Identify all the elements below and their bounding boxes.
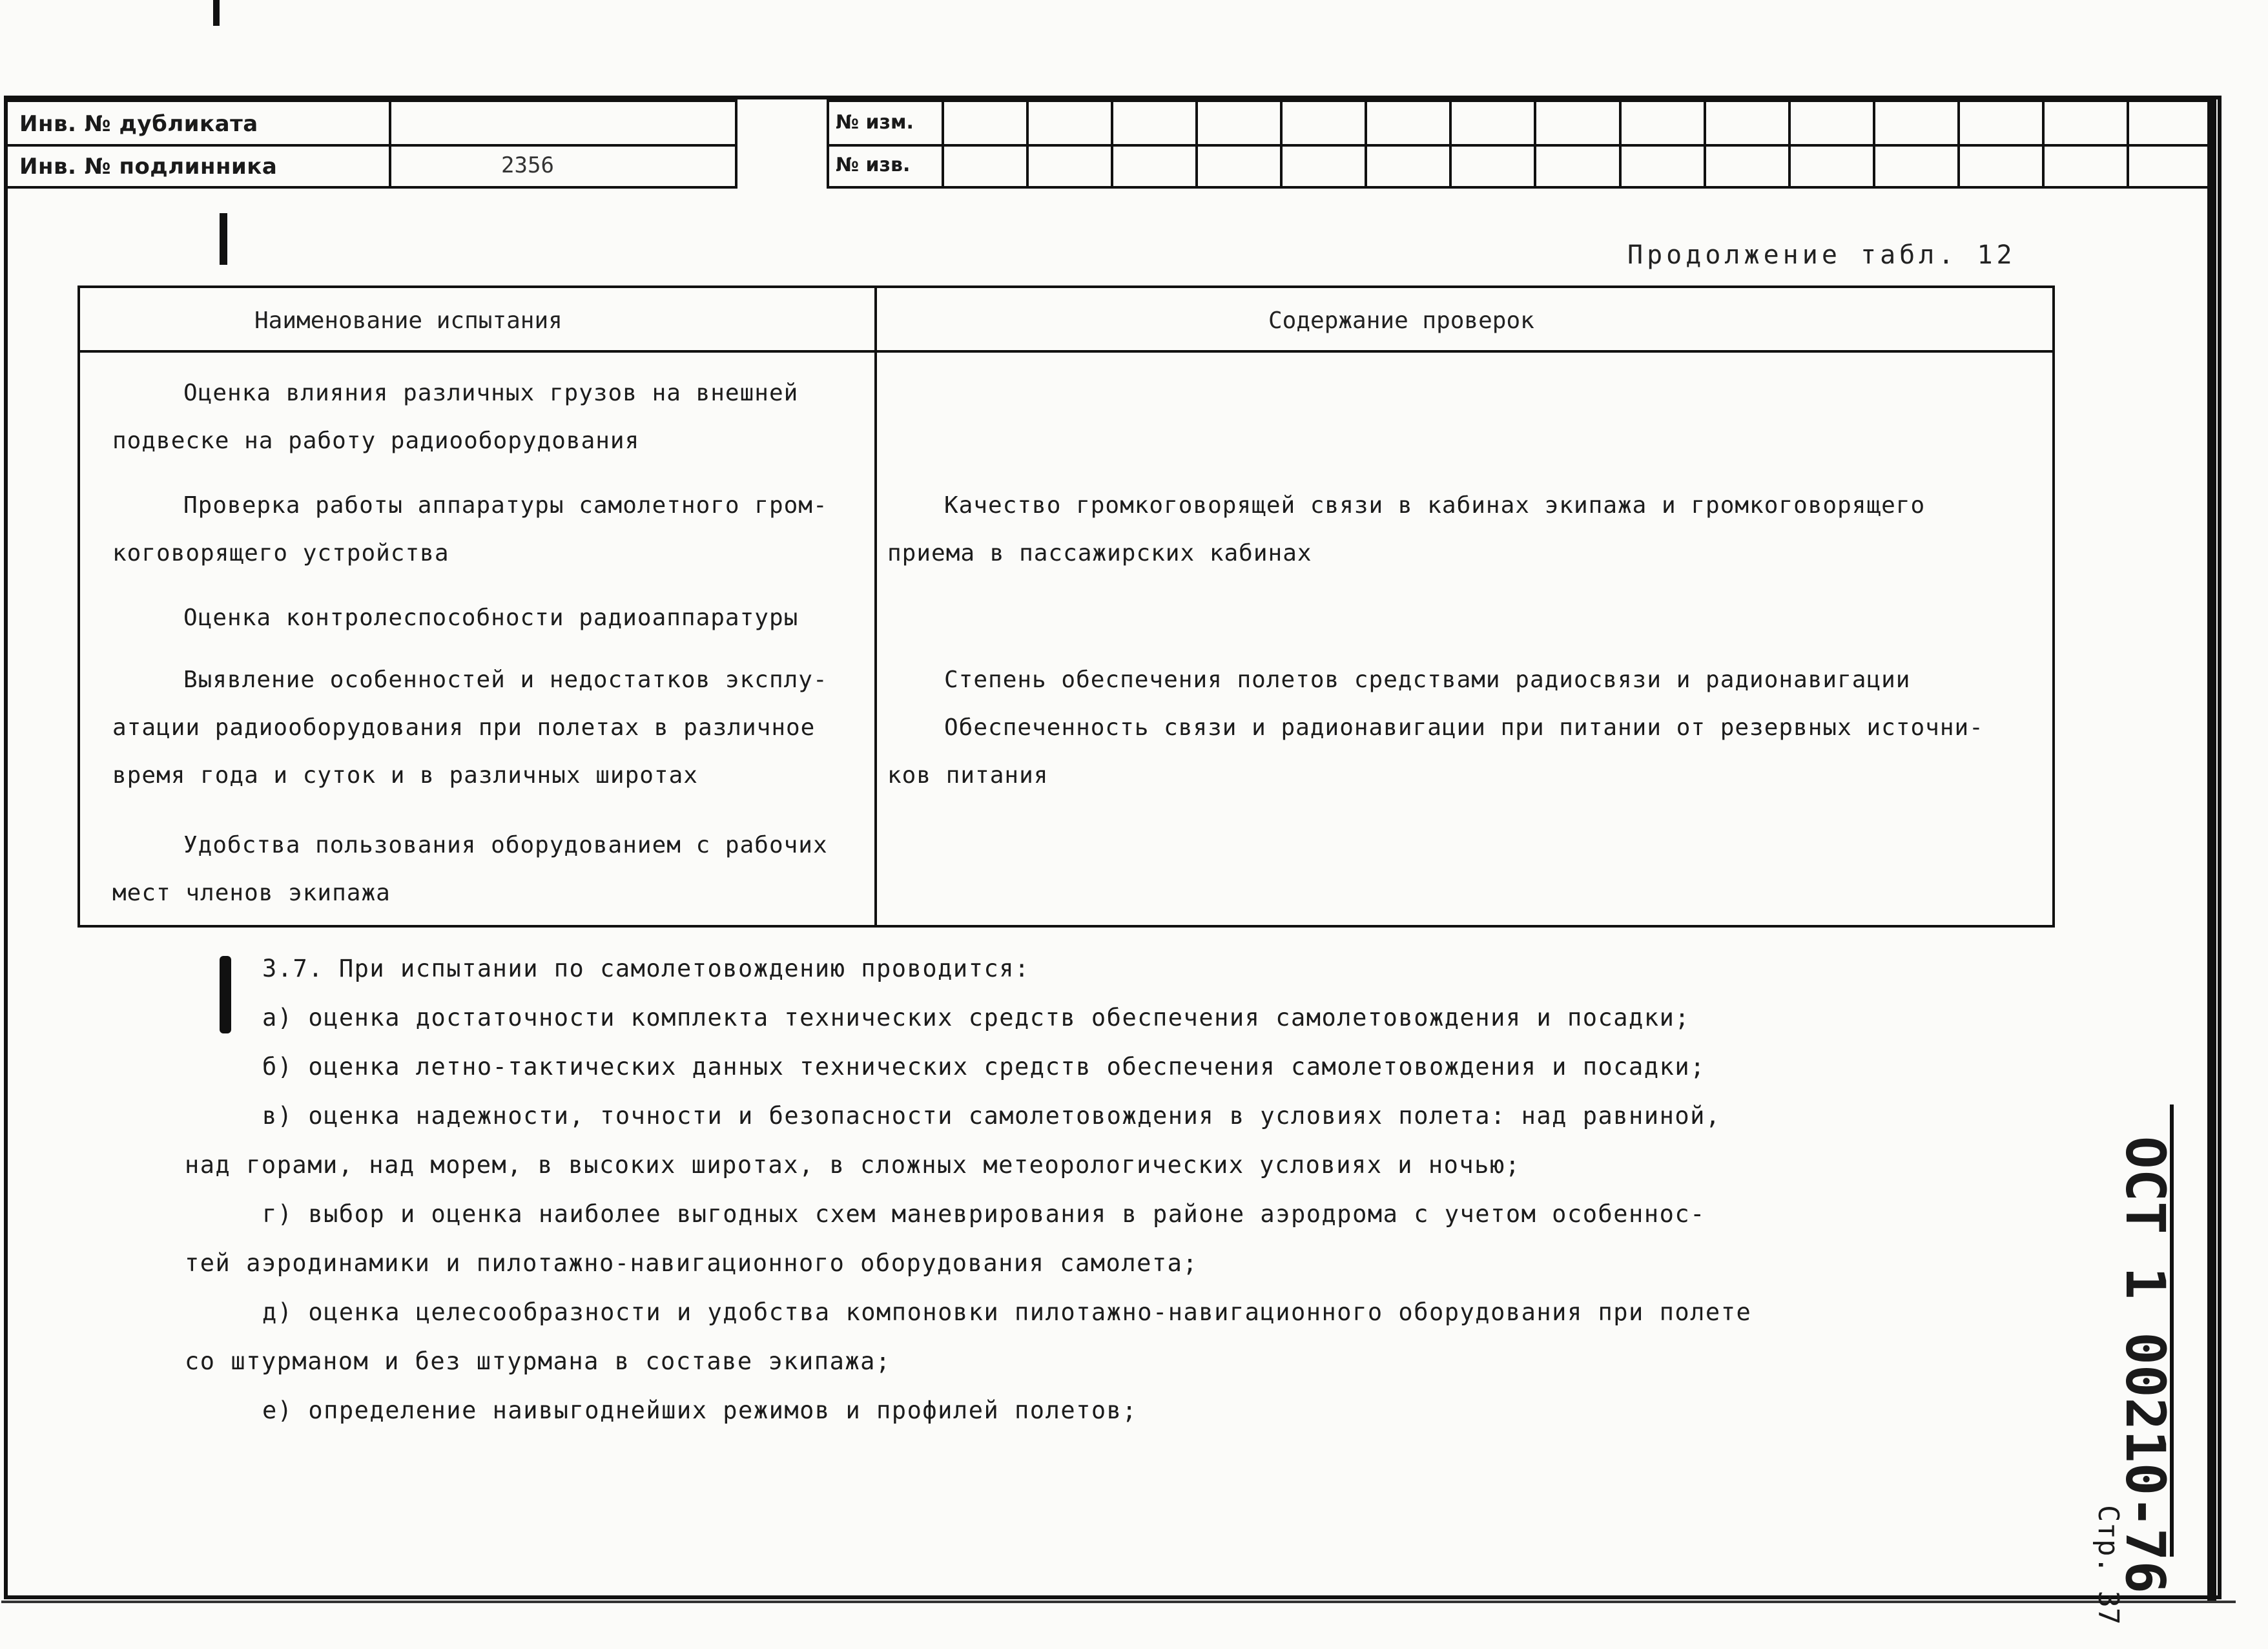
stamp-cell (1367, 145, 1452, 187)
stamp-cell (1283, 145, 1367, 187)
section-item-e: е) определение наивыгоднейших режимов и профилей полетов; (262, 1396, 1138, 1424)
frame-bottom-edge (1, 1601, 2236, 1603)
duplicate-inventory-label: Инв. № дубликата (6, 102, 391, 144)
stamp-cell (1622, 102, 1706, 144)
stamp-cell (1791, 145, 1875, 187)
table-cell-text: Обеспеченность связи и радионавигации при питании от резервных источни- (944, 714, 1984, 741)
table-cell-text: Проверка работы аппаратуры самолетного гром- (183, 492, 828, 519)
section-intro: 3.7. При испытании по самолетовождению проводится: (262, 955, 1030, 982)
stamp-cell (1029, 145, 1113, 187)
stamp-cell (1706, 102, 1791, 144)
original-inventory-value: 2356 (501, 152, 554, 178)
document-code-block (2092, 1111, 2177, 1625)
tests-table (77, 285, 2055, 928)
column-header-test-name: Наименование испытания (254, 307, 562, 334)
original-inventory-label: Инв. № подлинника (6, 145, 391, 187)
change-log-stamp (827, 99, 2214, 189)
section-item-d-cont: со штурманом и без штурмана в составе экипажа; (185, 1347, 891, 1375)
table-cell-text: Выявление особенностей и недостатков эксплу- (183, 667, 828, 693)
header-divider (80, 350, 2052, 353)
table-cell-text: ков питания (887, 762, 1049, 789)
stamp-cell (1283, 102, 1367, 144)
table-cell-text: Оценка контролеспособности радиоаппаратуры (183, 605, 799, 631)
change-number-label: № изм. (829, 102, 944, 144)
stamp-cell (1536, 102, 1621, 144)
column-divider (874, 288, 877, 925)
stamp-cell (1536, 145, 1621, 187)
table-cell-text: приема в пассажирских кабинах (887, 540, 1312, 566)
table-cell-text: подвеске на работу радиооборудования (112, 428, 640, 454)
binder-mark (220, 213, 227, 265)
table-cell-text: атации радиооборудования при полетах в различное (112, 714, 816, 741)
table-cell-text: Оценка влияния различных грузов на внешней (183, 380, 799, 406)
stamp-cell (2129, 145, 2211, 187)
table-cell-text: Качество громкоговорящей связи в кабинах экипажа и громкоговорящего (944, 492, 1926, 519)
page-number: Стр. 37 (2092, 1505, 2125, 1625)
table-cell-text: коговорящего устройства (112, 540, 449, 566)
notice-number-label: № изв. (829, 145, 944, 187)
stamp-cell (1198, 102, 1283, 144)
binder-mark (213, 0, 220, 26)
stamp-cell (1622, 145, 1706, 187)
section-item-g-cont: тей аэродинамики и пилотажно-навигационного оборудования самолета; (185, 1249, 1199, 1277)
stamp-cell (1875, 145, 1960, 187)
binder-mark (220, 956, 231, 1033)
stamp-cell (1960, 145, 2045, 187)
table-cell-text: мест членов экипажа (112, 880, 391, 906)
document-code: ОСТ 1 00210-76 (2114, 1136, 2177, 1594)
table-cell-text: время года и суток и в различных широтах (112, 762, 698, 789)
table-continuation-label: Продолжение табл. 12 (1627, 240, 2016, 270)
stamp-cell (2045, 145, 2129, 187)
section-item-d: д) оценка целесообразности и удобства компоновки пилотажно-навигационного оборудования при полете (262, 1298, 1752, 1326)
stamp-cell (944, 102, 1029, 144)
duplicate-inventory-value (391, 102, 735, 144)
stamp-cell (1113, 145, 1198, 187)
stamp-cell (2129, 102, 2211, 144)
table-cell-text: Удобства пользования оборудованием с рабочих (183, 832, 828, 858)
stamp-cell (1367, 102, 1452, 144)
stamp-cell (1113, 102, 1198, 144)
stamp-cell (1706, 145, 1791, 187)
column-header-checks: Содержание проверок (1268, 307, 1534, 334)
stamp-cell (1198, 145, 1283, 187)
section-item-g: г) выбор и оценка наиболее выгодных схем маневрирования в районе аэродрома с учетом особеннос- (262, 1200, 1706, 1228)
section-item-v-cont: над горами, над морем, в высоких широтах, в сложных метеорологических условиях и ночью; (185, 1151, 1521, 1179)
stamp-cell (1791, 102, 1875, 144)
inventory-stamp (4, 99, 737, 189)
section-item-v: в) оценка надежности, точности и безопасности самолетовождения в условиях полета: над равниной, (262, 1102, 1721, 1130)
stamp-cell (1960, 102, 2045, 144)
frame-right-edge (2207, 96, 2216, 1601)
stamp-cell (2045, 102, 2129, 144)
section-item-a: а) оценка достаточности комплекта технических средств обеспечения самолетовождения и посадки; (262, 1004, 1691, 1032)
stamp-cell (1452, 145, 1536, 187)
stamp-cell (1875, 102, 1960, 144)
stamp-cell (1452, 102, 1536, 144)
table-cell-text: Степень обеспечения полетов средствами радиосвязи и радионавигации (944, 667, 1911, 693)
section-item-b: б) оценка летно-тактических данных технических средств обеспечения самолетовождения и посадки; (262, 1053, 1706, 1081)
stamp-cell (1029, 102, 1113, 144)
stamp-cell (944, 145, 1029, 187)
